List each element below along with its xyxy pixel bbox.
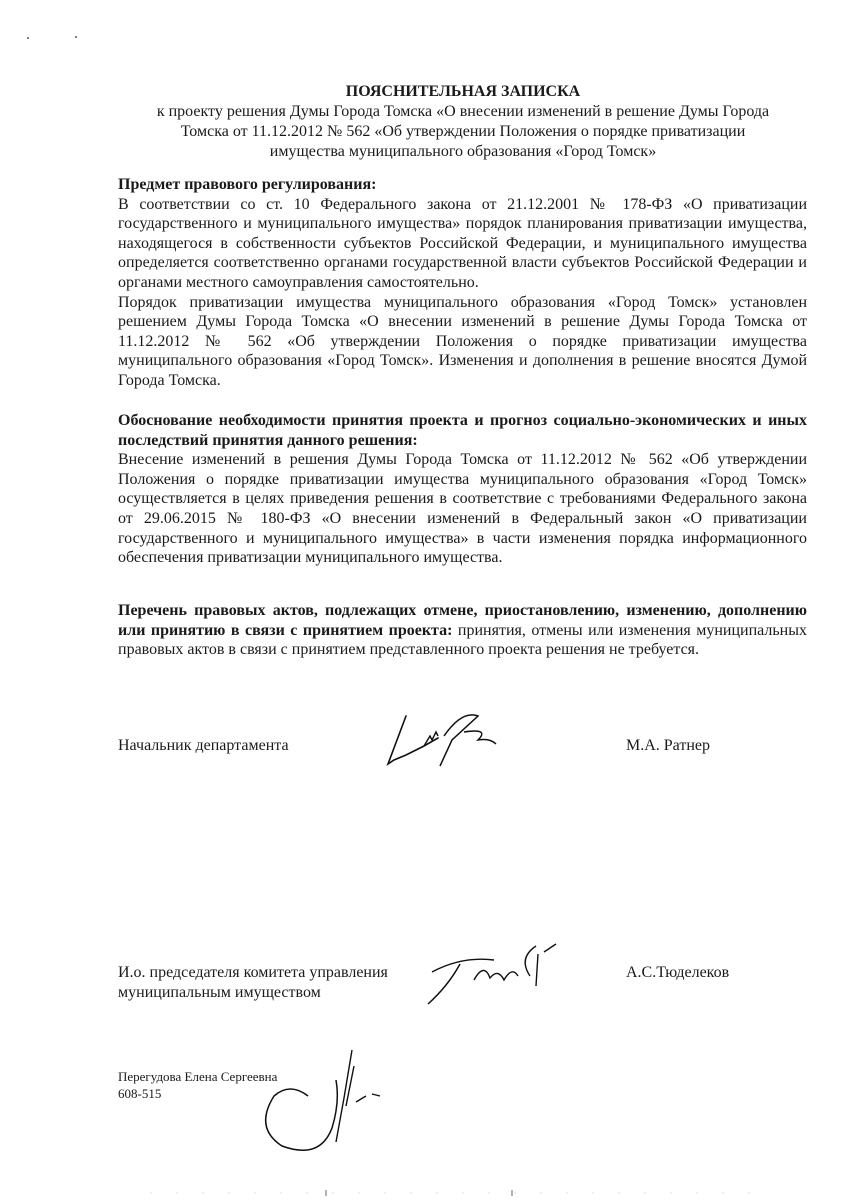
- contact-person: Перегудова Елена Сергеевна: [118, 1069, 278, 1084]
- document-subtitle-line: к проекту решения Думы Города Томска «О внесении изменений в решение Думы Города: [156, 103, 770, 120]
- section-text: принятия, отмены или изменения муниципальных правовых актов в связи с принятием представленного проекта решения не требуется.: [118, 621, 807, 659]
- section-justification: [118, 411, 807, 568]
- signer-name: М.А. Ратнер: [626, 737, 711, 754]
- section-heading: Предмет правового регулирования:: [118, 176, 377, 193]
- signer-position: [118, 963, 388, 1003]
- paragraph: В соответствии со ст. 10 Федерального закона от 21.12.2001 № 178-ФЗ «О приватизации государственного и муниципального имущества» порядок планирования приватизации имущества, находящегося в собственности субъектов Российской Федерации, и муниципального имущества определяется соответственно органами государственной власти субъектов Российской Федерации и органами местного самоуправления самостоятельно.: [118, 195, 807, 291]
- document-subtitle-line: Томска от 11.12.2012 № 562 «Об утверждении Положения о порядке приватизации: [180, 123, 746, 140]
- contact-phone: 608-515: [118, 1086, 162, 1101]
- signer-position-line: И.о. председателя комитета управления: [118, 964, 388, 981]
- scan-speck: [75, 36, 77, 38]
- signer-name: А.С.Тюделеков: [626, 964, 730, 981]
- signer-position-line: муниципальным имуществом: [118, 984, 321, 1001]
- paragraph: Внесение изменений в решения Думы Города Томска от 11.12.2012 № 562 «Об утверждении Положения о порядке приватизации имущества муниципального образования «Город Томск» осуществляется в целях приведения решения в соответствие с требованиями Федерального закона от 29.06.2015 № 180-ФЗ «О внесении изменений в Федеральный закон «О приватизации государственного и муниципального имущества» в части изменения порядка информационного обеспечения приватизации муниципального имущества.: [118, 451, 807, 567]
- document-title: ПОЯСНИТЕЛЬНАЯ ЗАПИСКА: [345, 83, 581, 100]
- paragraph: Порядок приватизации имущества муниципального образования «Город Томск» установлен решением Думы Города Томска «О внесении изменений в решение Думы Города Томска от 11.12.2012 № 562 «Об утверждении Положения о порядке приватизации имущества муниципального образования «Город Томск». Изменения и дополнения в решение вносятся Думой Города Томска.: [118, 293, 807, 389]
- section-legal-acts: [118, 601, 807, 660]
- title-block: [118, 82, 808, 162]
- scan-speck: [27, 37, 29, 39]
- paragraph: [118, 601, 807, 660]
- document-subtitle-line: имущества муниципального образования «Город Томск»: [269, 143, 657, 160]
- section-legal-subject: [118, 175, 807, 391]
- handwritten-signature: [418, 940, 563, 1015]
- signer-position: Начальник департамента: [118, 737, 289, 754]
- section-heading: Обоснование необходимости принятия проекта и прогноз социально-экономических и иных последствий принятия данного решения:: [118, 412, 807, 449]
- scan-edge-artifact: [150, 1190, 750, 1196]
- handwritten-initials: [248, 1038, 388, 1156]
- handwritten-signature: [380, 710, 500, 772]
- section-heading: Перечень правовых актов, подлежащих отмене, приостановлению, изменению, дополнению или принятию в связи с принятием проекта:: [118, 602, 807, 639]
